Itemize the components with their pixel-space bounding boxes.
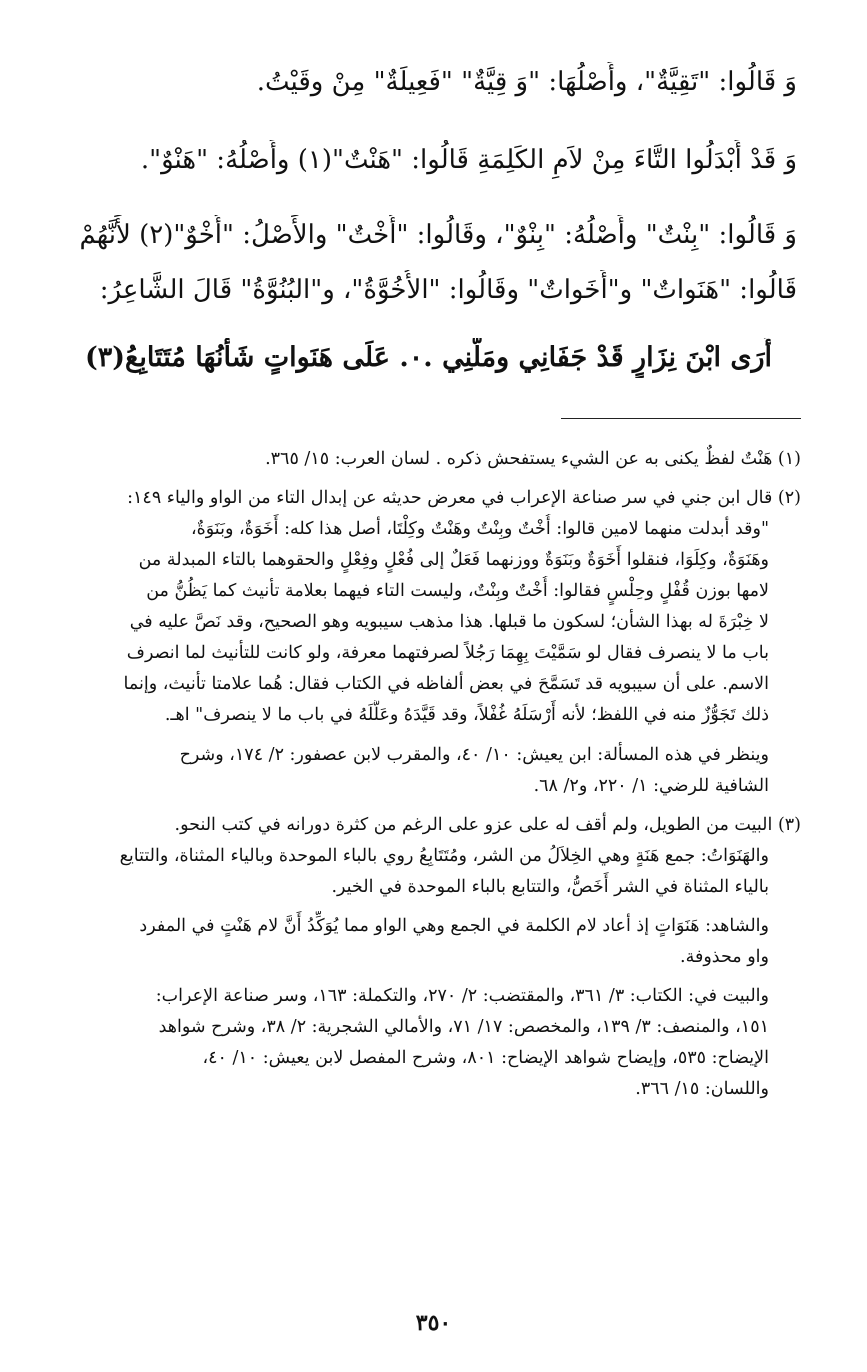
- poetry-verse: أَرَى ابْنَ نِزَارٍ قَدْ جَفَانِي ومَلَّنِي .٠. عَلَى هَنَواتٍ شَأْنُهَا مُتَتَابِعُ(٣): [84, 342, 773, 373]
- footnote-separator: [561, 418, 801, 419]
- footnote-3-line: والشاهد: هَنَوَاتٍ إذ أعاد لام الكلمة في الجمع وهي الواو مما يُوَكِّدُ أَنَّ لام هَنْتٍ في المفرد: [139, 916, 769, 936]
- footnote-2-line: لامها بوزن قُفْلٍ وحِلْسٍ فقالوا: أُخْتٌ وبِنْتٌ، وليست التاء فيهما بعلامة تأنيث كما يَظُنُّ من: [146, 581, 769, 601]
- main-text-line: قَالُوا: "هَنَواتٌ" و"أَخَواتٌ" وقَالُوا: "الأُخُوَّةُ"، و"البُنُوَّةُ" قَالَ الشَّاعِرُ:: [99, 275, 797, 305]
- main-text-line: وَ قَدْ أَبْدَلُوا التَّاءَ مِنْ لاَمِ الكَلِمَةِ قَالُوا: "هَنْتٌ"(١) وأَصْلُهُ: "هَنْوٌ".: [140, 145, 797, 175]
- main-text-line: وَ قَالُوا: "تَقِيَّةٌ"، وأَصْلُهَا: "وَ قِيَّةٌ" "فَعِيلَةٌ" مِنْ وقَيْتُ.: [256, 67, 797, 97]
- footnote-3-line: واللسان: ١٥/ ٣٦٦.: [635, 1079, 769, 1099]
- footnote-2-line: الشافية للرضي: ١/ ٢٢٠، و٢/ ٦٨.: [533, 776, 769, 796]
- footnote-2-line: (٢) قال ابن جني في سر صناعة الإعراب في معرض حديثه عن إبدال التاء من الواو والياء ١٤٩:: [127, 488, 801, 508]
- footnote-3-line: واو محذوفة.: [680, 947, 769, 967]
- main-text-line: وَ قَالُوا: "بِنْتٌ" وأَصْلُهُ: "بِنْوٌ"، وقَالُوا: "أُخْتٌ" والأَصْلُ: "أُخْوٌ"(٢) لأَنَّهُمْ: [79, 220, 797, 250]
- footnote-3-line: (٣) البيت من الطويل، ولم أقف له على عزو على الرغم من كثرة دورانه في كتب النحو.: [174, 815, 801, 835]
- footnote-1: (١) هَنْتٌ لفظٌ يكنى به عن الشيء يستفحش ذكره . لسان العرب: ١٥/ ٣٦٥.: [265, 449, 801, 469]
- footnote-2-line: الاسم. على أن سيبويه قد تَسَمَّحَ في بعض ألفاظه في الكتاب فقال: هُما علامتا تأنيث، وإنما: [123, 674, 769, 694]
- footnote-3-line: بالياء المثناة في الشر أَخَصُّ، والتتابع بالباء الموحدة في الخير.: [331, 877, 769, 897]
- footnote-3-line: والبيت في: الكتاب: ٣/ ٣٦١، والمقتضب: ٢/ ٢٧٠، والتكملة: ١٦٣، وسر صناعة الإعراب:: [155, 986, 769, 1006]
- footnote-3-line: ١٥١، والمنصف: ٣/ ١٣٩، والمخصص: ١٧/ ٧١، والأمالي الشجرية: ٢/ ٣٨، وشرح شواهد: [158, 1017, 769, 1037]
- footnote-2-line: وهَنَوَةٌ، وكِلَوَا، فنقلوا أَخَوَةٌ وبَنَوَةٌ ووزنهما فَعَلٌ إلى فُعْلٍ وفِعْلٍ والحقوهما بالتاء المبدلة من: [138, 550, 769, 570]
- footnote-2-line: باب ما لا ينصرف فقال لو سَمَّيْتَ بِهِمَا رَجُلاً لصرفتهما معرفة، ولو كانت للتأنيث لما انصرف: [126, 643, 769, 663]
- footnote-2-line: "وقد أبدلت منهما لامين قالوا: أُخْتٌ وبِنْتٌ وهَنْتٌ وكِلْتَا، أصل هذا كله: أَخَوَةٌ، وبَنَوَةٌ،: [190, 519, 769, 539]
- footnote-2-line: لا خِبْرَةَ له بهذا الشأن؛ لسكون ما قبلها. هذا مذهب سيبويه وهو الصحيح، وقد نَصَّ عليه في: [129, 612, 769, 632]
- footnote-2-line: وينظر في هذه المسألة: ابن يعيش: ١٠/ ٤٠، والمقرب لابن عصفور: ٢/ ١٧٤، وشرح: [179, 745, 769, 765]
- footnote-2-line: ذلك تَجَوُّزٌ منه في اللفظ؛ لأنه أَرْسَلَهُ غُفْلاً، وقد قَيَّدَهُ وعَلَّلَهُ في باب ما لا ينصرف" اهـ.: [164, 705, 769, 725]
- page-number: ٣٥٠: [415, 1310, 452, 1336]
- footnote-3-line: والهَنَوَاتُ: جمع هَنَةٍ وهي الخِلاَلُ من الشر، ومُتَتَابِعُ روي بالباء الموحدة وبالياء المثناة، والتتايع: [119, 846, 769, 866]
- footnote-3-line: الإيضاح: ٥٣٥، وإيضاح شواهد الإيضاح: ٨٠١، وشرح المفصل لابن يعيش: ١٠/ ٤٠،: [202, 1048, 769, 1068]
